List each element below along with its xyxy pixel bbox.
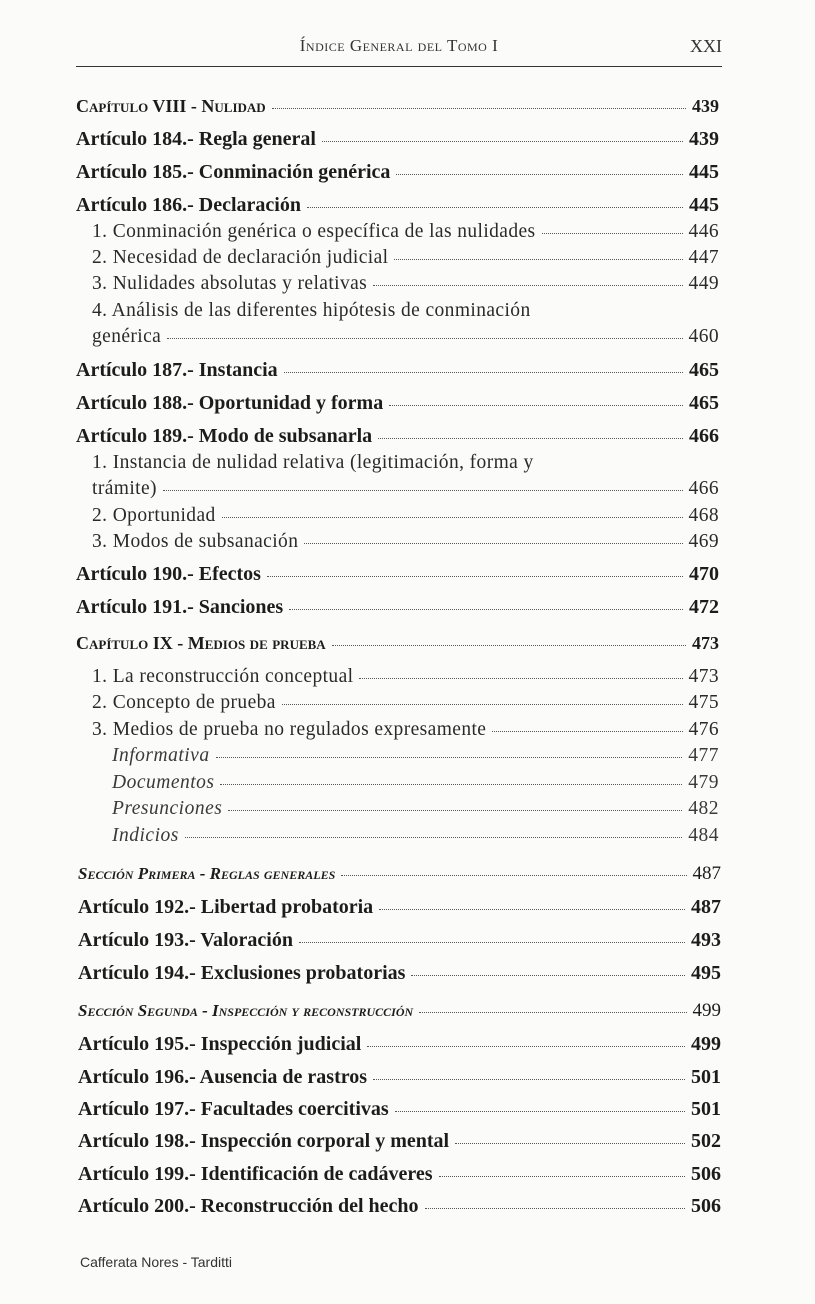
toc-entry-page: 484 — [688, 825, 719, 846]
toc-entry-page: 499 — [691, 1033, 721, 1055]
toc-entry-label: 2. Necesidad de declaración judicial — [92, 247, 389, 268]
toc-item — [92, 248, 719, 268]
toc-entry-label: Artículo 198.- Inspección corporal y mental — [78, 1130, 450, 1152]
toc-entry-page: 445 — [689, 161, 719, 183]
toc-entry-page: 449 — [688, 273, 719, 294]
toc-entry-page: 473 — [688, 666, 719, 687]
toc-entry-label: Artículo 197.- Facultades coercitivas — [78, 1098, 389, 1120]
toc-entry-page: 465 — [689, 392, 719, 414]
toc-article-191 — [76, 597, 719, 617]
toc-entry-label: Capítulo IX - Medios de prueba — [76, 633, 326, 653]
toc-item — [92, 222, 719, 242]
toc-article-189 — [76, 426, 719, 446]
toc-entry-label: Capítulo VIII - Nulidad — [76, 96, 266, 116]
toc-entry-label: Artículo 196.- Ausencia de rastros — [78, 1066, 368, 1088]
toc-entry-label: 2. Oportunidad — [92, 505, 216, 526]
toc-entry-page: 439 — [689, 128, 719, 150]
toc-entry-label: Artículo 185.- Conminación genérica — [76, 161, 391, 183]
toc-entry-label: genérica — [92, 326, 162, 347]
toc-entry-page: 476 — [688, 719, 719, 740]
toc-entry-label: Artículo 192.- Libertad probatoria — [78, 896, 374, 918]
toc-item — [92, 693, 719, 713]
toc-article-194 — [78, 963, 721, 983]
toc-entry-page: 482 — [688, 798, 719, 819]
toc-entry-label: Artículo 194.- Exclusiones probatorias — [78, 962, 406, 984]
toc-entry-label: Informativa — [112, 745, 210, 766]
toc-entry-label: Artículo 190.- Efectos — [76, 563, 261, 585]
toc-entry-page: 472 — [689, 596, 719, 618]
toc-item — [92, 479, 719, 499]
toc-entry-page: 447 — [688, 247, 719, 268]
toc-subitem — [112, 826, 719, 846]
toc-entry-label: Artículo 184.- Regla general — [76, 128, 316, 150]
toc-item — [92, 720, 719, 740]
toc-article-198 — [78, 1131, 721, 1151]
toc-item — [92, 667, 719, 687]
toc-item — [92, 506, 719, 526]
toc-entry-page: 465 — [689, 359, 719, 381]
toc-entry-page: 479 — [688, 772, 719, 793]
toc-article-186 — [76, 195, 719, 215]
toc-entry-page: 499 — [692, 1000, 721, 1021]
toc-section-primera — [78, 864, 721, 883]
toc-article-184 — [76, 129, 719, 149]
toc-entry-page: 493 — [691, 929, 721, 951]
toc-entry-label: Artículo 188.- Oportunidad y forma — [76, 392, 384, 414]
toc-entry-label: 3. Medios de prueba no regulados expresamente — [92, 719, 487, 740]
toc-article-199 — [78, 1164, 721, 1184]
toc-entry-label: trámite) — [92, 478, 157, 499]
toc-article-192 — [78, 897, 721, 917]
toc-item — [92, 327, 719, 347]
toc-entry-label: Indicios — [112, 825, 179, 846]
toc-subitem — [112, 773, 719, 793]
toc-entry-page: 469 — [688, 531, 719, 552]
toc-entry-page: 468 — [688, 505, 719, 526]
toc-entry-page: 487 — [692, 863, 721, 884]
toc-chapter-ix — [76, 634, 719, 652]
toc-article-197 — [78, 1099, 721, 1119]
toc-entry-page: 473 — [692, 633, 719, 653]
toc-entry-label: 1. Conminación genérica o específica de las nulidades — [92, 221, 536, 242]
toc-entry-page: 501 — [691, 1098, 721, 1120]
toc-entry-label: 3. Modos de subsanación — [92, 531, 299, 552]
header-page-number: XXI — [690, 36, 722, 56]
toc-entry-label: Artículo 195.- Inspección judicial — [78, 1033, 362, 1055]
toc-entry-page: 475 — [688, 692, 719, 713]
toc-subitem — [112, 799, 719, 819]
header-title: Índice General del Tomo I — [299, 36, 499, 55]
toc-entry-label: Artículo 189.- Modo de subsanarla — [76, 425, 373, 447]
toc-item — [92, 532, 719, 552]
toc-article-193 — [78, 930, 721, 950]
toc-entry-label: Artículo 191.- Sanciones — [76, 596, 284, 618]
page-footer-authors: Cafferata Nores - Tarditti — [80, 1254, 232, 1270]
toc-entry-page: 460 — [688, 326, 719, 347]
toc-article-200 — [78, 1196, 721, 1216]
toc-entry-label: Artículo 200.- Reconstrucción del hecho — [78, 1195, 419, 1217]
toc-entry-page: 501 — [691, 1066, 721, 1088]
toc-entry-page: 466 — [689, 425, 719, 447]
toc-entry-page: 495 — [691, 962, 721, 984]
toc-entry-label: 2. Concepto de prueba — [92, 692, 276, 713]
toc-article-190 — [76, 564, 719, 584]
toc-entry-page: 506 — [691, 1195, 721, 1217]
toc-entry-label: 1. La reconstrucción conceptual — [92, 666, 354, 687]
toc-subitem — [112, 746, 719, 766]
toc-article-187 — [76, 360, 719, 380]
toc-entry-page: 445 — [689, 194, 719, 216]
toc-entry-label: 3. Nulidades absolutas y relativas — [92, 273, 368, 294]
toc-item-first-line: 4. Análisis de las diferentes hipótesis de conminación — [92, 300, 531, 321]
toc-entry-page: 466 — [688, 478, 719, 499]
toc-entry-label: Artículo 199.- Identificación de cadáveres — [78, 1163, 433, 1185]
toc-entry-label: Sección Segunda - Inspección y reconstrucción — [78, 1001, 414, 1020]
toc-entry-label: Sección Primera - Reglas generales — [78, 864, 336, 883]
toc-item — [92, 274, 719, 294]
toc-article-188 — [76, 393, 719, 413]
toc-chapter-viii — [76, 97, 719, 115]
toc-entry-page: 439 — [692, 96, 719, 116]
toc-entry-label: Artículo 193.- Valoración — [78, 929, 293, 951]
toc-entry-page: 502 — [691, 1130, 721, 1152]
toc-entry-page: 506 — [691, 1163, 721, 1185]
toc-item-first-line: 1. Instancia de nulidad relativa (legitimación, forma y — [92, 452, 534, 473]
toc-entry-label: Presunciones — [112, 798, 223, 819]
toc-entry-page: 470 — [689, 563, 719, 585]
toc-section-segunda — [78, 1001, 721, 1020]
toc-entry-label: Artículo 186.- Declaración — [76, 194, 301, 216]
toc-article-195 — [78, 1034, 721, 1054]
toc-article-185 — [76, 162, 719, 182]
toc-entry-page: 446 — [688, 221, 719, 242]
toc-article-196 — [78, 1067, 721, 1087]
toc-entry-label: Documentos — [112, 772, 215, 793]
toc-entry-page: 477 — [688, 745, 719, 766]
toc-entry-label: Artículo 187.- Instancia — [76, 359, 278, 381]
toc-entry-page: 487 — [691, 896, 721, 918]
